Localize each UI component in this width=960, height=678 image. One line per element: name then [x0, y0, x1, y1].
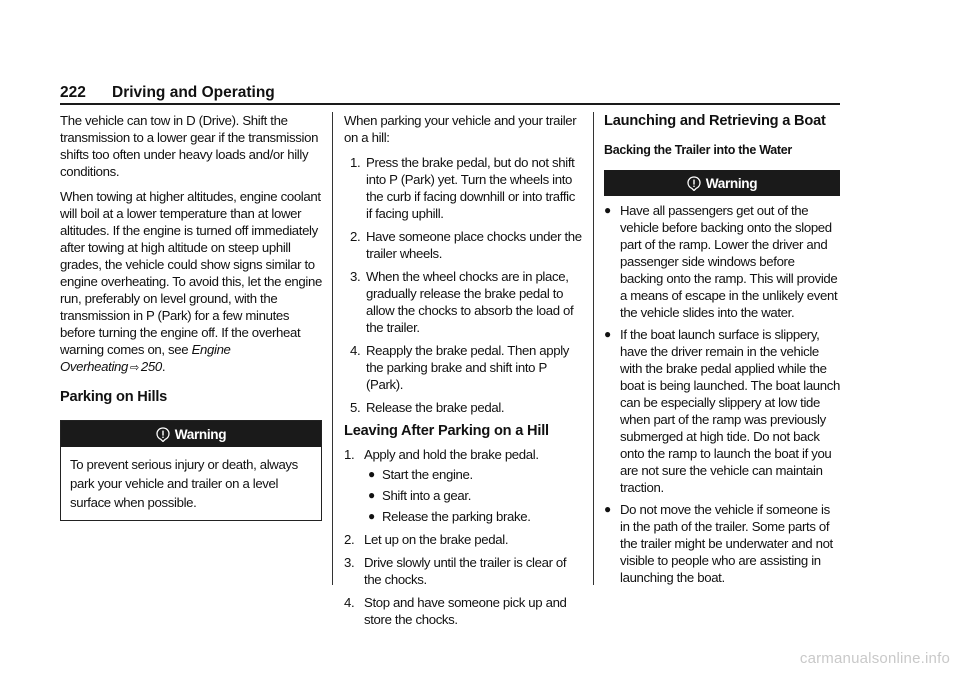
page-ref-arrow-icon: ⇨	[130, 362, 139, 374]
warning-box-parking	[60, 420, 322, 521]
header-rule	[60, 103, 840, 105]
column-3	[604, 112, 840, 594]
bullet-text: Shift into a gear.	[382, 488, 472, 503]
heading-parking-on-hills: Parking on Hills	[60, 389, 168, 405]
list-item	[344, 594, 584, 628]
step-number: 4.	[350, 343, 361, 358]
sub-bullet-list	[364, 466, 584, 525]
bullet-text: Start the engine.	[382, 467, 473, 482]
step-text: Reapply the brake pedal. Then apply the parking brake and shift into P (Park).	[366, 343, 570, 392]
warning-icon	[156, 427, 170, 442]
bullet-icon: ●	[368, 467, 375, 481]
paragraph-high-altitude-text: When towing at higher altitudes, engine coolant will boil at a lower temperature than at lower altitudes. If the engine is turned off immediately after towing at high altitude on steep uphill grades, the vehicle could show signs similar to engine overheating. To avoid this, let the engine run, preferably on level ground, with the transmission in P (Park) for a few minutes before turning the engine off. If the overheat warning comes on, see	[60, 189, 322, 357]
bullet-icon: ●	[604, 327, 611, 341]
warning-title: Warning	[705, 175, 758, 191]
list-item	[344, 531, 584, 548]
bullet-icon: ●	[604, 203, 611, 217]
step-text: Press the brake pedal, but do not shift into P (Park) yet. Turn the wheels into the curb if facing downhill or into traffic if facing uphill.	[366, 155, 576, 221]
list-item	[364, 508, 584, 525]
bullet-text: If the boat launch surface is slippery, have the driver remain in the vehicle with the brake pedal applied while the boat is being launched. The boat launch can be especially slippery at low tide when part of the ramp was previously submerged at high tide. Do not back onto the ramp to launch the boat if you are not sure the vehicle can maintain traction.	[620, 327, 840, 495]
paragraph-towing-gear: The vehicle can tow in D (Drive). Shift the transmission to a lower gear if the transmission shifts too often under heavy loads and/or hilly conditions.	[60, 113, 319, 179]
list-item	[604, 202, 840, 321]
step-number: 4.	[344, 595, 355, 610]
step-number: 2.	[350, 229, 361, 244]
step-text: When the wheel chocks are in place, gradually release the brake pedal to allow the chocks to absorb the load of the trailer.	[366, 269, 574, 335]
step-text: Let up on the brake pedal.	[364, 532, 509, 547]
engine-overheating-link[interactable]: Engine Overheating	[60, 342, 231, 374]
step-text: Apply and hold the brake pedal.	[364, 447, 539, 462]
bullet-icon: ●	[604, 502, 611, 516]
list-item	[604, 326, 840, 496]
step-text: Release the brake pedal.	[366, 400, 505, 415]
step-text: Stop and have someone pick up and store the chocks.	[364, 595, 567, 627]
watermark-text: carmanualsonline.info	[799, 650, 950, 667]
step-number: 5.	[350, 400, 361, 415]
list-item	[364, 487, 584, 504]
list-item	[344, 268, 584, 336]
subheading-backing-trailer: Backing the Trailer into the Water	[604, 143, 792, 157]
list-item	[344, 228, 584, 262]
step-number: 1.	[344, 447, 355, 462]
watermark	[0, 650, 960, 667]
list-item	[604, 501, 840, 586]
heading-launching-boat: Launching and Retrieving a Boat	[604, 113, 826, 129]
warning-icon	[687, 176, 701, 191]
parking-steps-list	[344, 154, 584, 416]
paragraph-parking-intro: When parking your vehicle and your trailer on a hill:	[344, 113, 577, 145]
bullet-icon: ●	[368, 509, 375, 523]
step-number: 2.	[344, 532, 355, 547]
warning-header	[604, 170, 840, 196]
column-2	[344, 112, 584, 634]
step-text: Drive slowly until the trailer is clear of the chocks.	[364, 555, 567, 587]
list-item	[364, 466, 584, 483]
section-title: Driving and Operating	[112, 84, 275, 101]
list-item	[344, 554, 584, 588]
column-1	[60, 112, 322, 529]
warning-title: Warning	[174, 426, 227, 442]
list-item	[344, 154, 584, 222]
list-item	[344, 446, 584, 525]
bullet-text: Have all passengers get out of the vehicle before backing onto the sloped part of the ramp. Lower the driver and passenger side windows before backing onto the ramp. This will provide a means of escape in the unlikely event the vehicle slides into the water.	[620, 203, 838, 320]
step-number: 3.	[350, 269, 361, 284]
warning-header	[61, 421, 321, 447]
warning-bullet-list	[604, 202, 840, 586]
warning-body	[604, 196, 840, 586]
warning-box-boat	[604, 170, 840, 586]
list-item	[344, 399, 584, 416]
column-divider-1	[332, 112, 333, 585]
column-divider-2	[593, 112, 594, 585]
list-item	[344, 342, 584, 393]
step-text: Have someone place chocks under the trailer wheels.	[366, 229, 582, 261]
heading-leaving-after-parking: Leaving After Parking on a Hill	[344, 423, 549, 439]
bullet-text: Do not move the vehicle if someone is in the path of the trailer. Some parts of the trailer might be underwater and not visible to people who are assisting in launching the boat.	[620, 502, 833, 585]
step-number: 1.	[350, 155, 361, 170]
leaving-steps-list	[344, 446, 584, 628]
step-number: 3.	[344, 555, 355, 570]
bullet-text: Release the parking brake.	[382, 509, 531, 524]
page-number: 222	[60, 84, 86, 101]
engine-overheating-page[interactable]: 250	[140, 359, 162, 374]
sentence-end: .	[161, 359, 166, 374]
paragraph-high-altitude	[60, 188, 322, 377]
warning-text: To prevent serious injury or death, always park your vehicle and trailer on a level surface when possible.	[70, 457, 298, 510]
bullet-icon: ●	[368, 488, 375, 502]
